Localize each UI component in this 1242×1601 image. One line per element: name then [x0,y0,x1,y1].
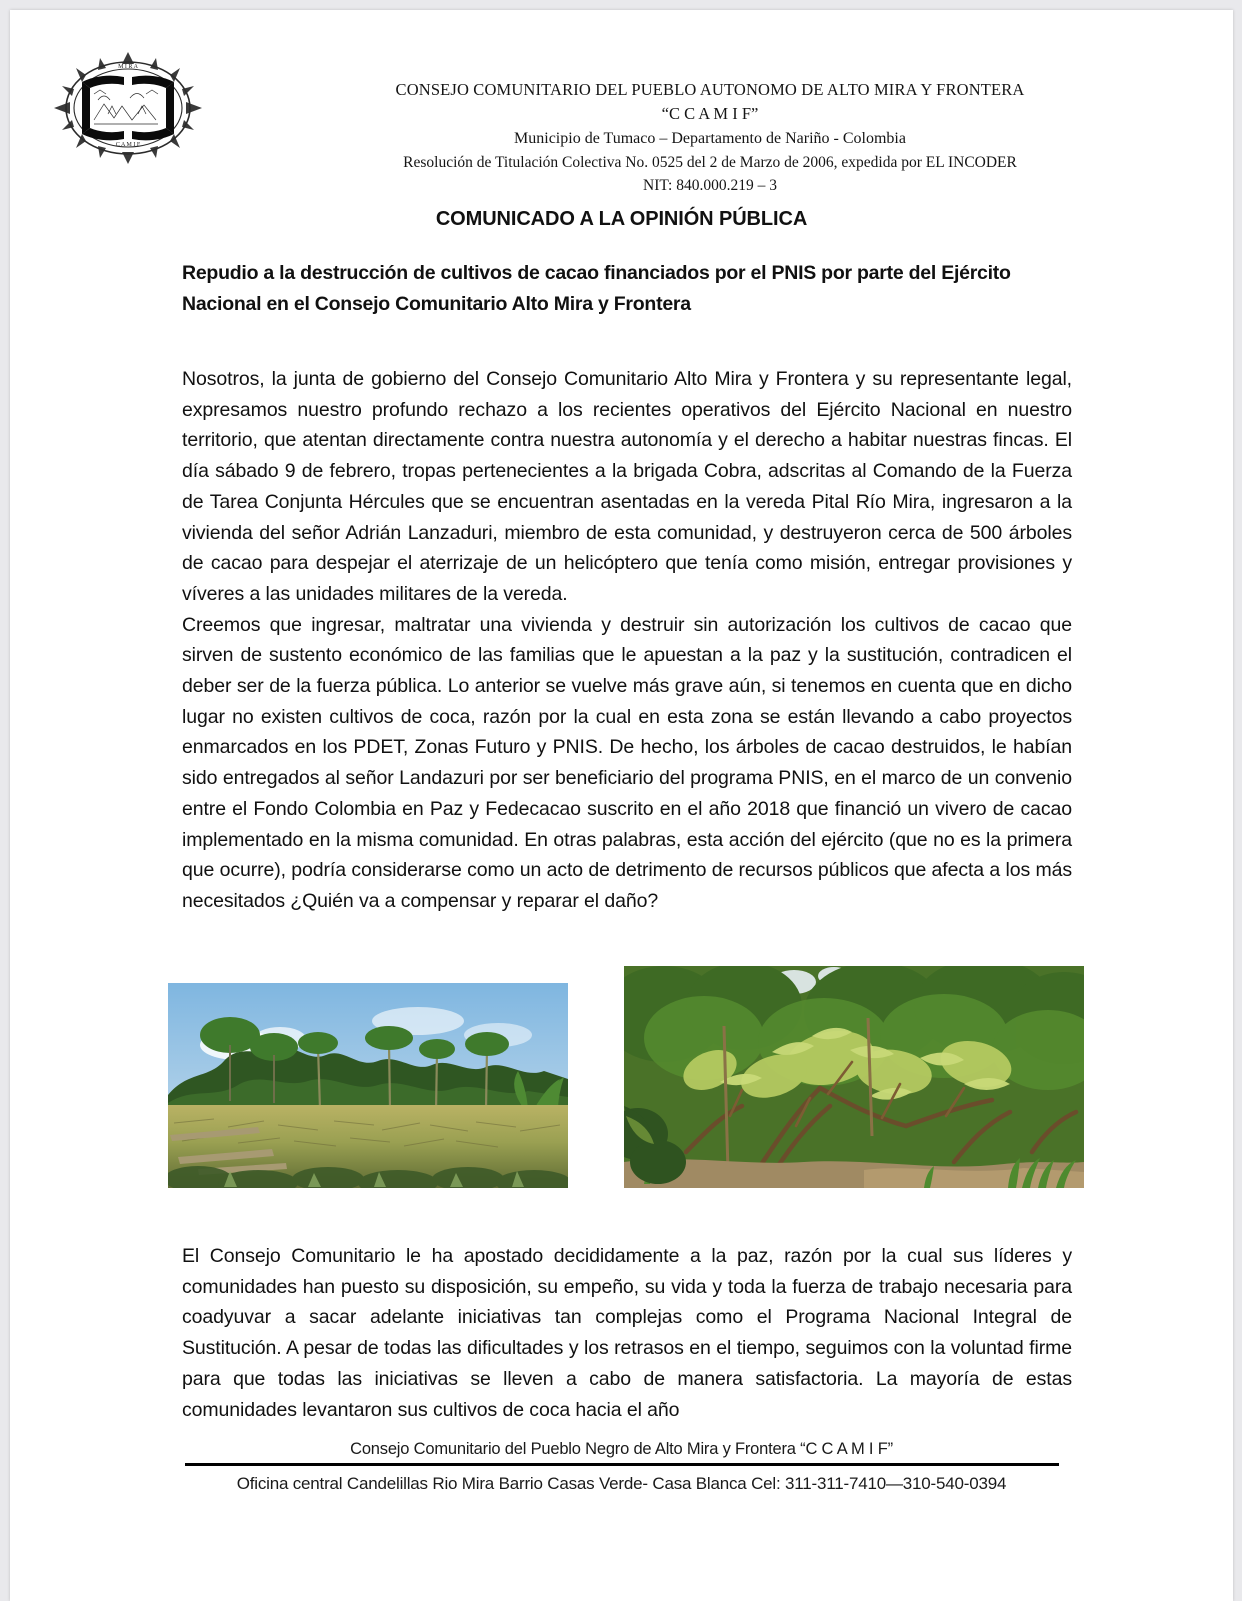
photo-felled-cacao-trees [624,966,1084,1188]
photo-row [182,958,1072,1193]
svg-text:M I R A: M I R A [118,64,138,70]
page-title: COMUNICADO A LA OPINIÓN PÚBLICA [435,208,808,230]
org-name: CONSEJO COMUNITARIO DEL PUEBLO AUTONOMO DE ALTO MIRA Y FRONTERA [395,80,1025,99]
org-acronym: “C C A M I F” [661,104,759,123]
org-resolution: Resolución de Titulación Colectiva No. 0525 del 2 de Marzo de 2006, expedida por EL INCODER [403,154,1017,171]
footer-org-name: Consejo Comunitario del Pueblo Negro de Alto Mira y Frontera “C C A M I F” [350,1440,893,1458]
ccamif-seal-icon [38,42,218,172]
paragraph-3: El Consejo Comunitario le ha apostado decididamente a la paz, razón por la cual sus líderes y comunidades han puesto su disposición, su empeño, su vida y toda la fuerza de trabajo necesaria para coadyuvar a sacar adelante iniciativas tan complejas como el Programa Nacional Integral de Sustitución. A pesar de todas las dificultades y los retrasos en el tiempo, seguimos con la voluntad firme para que todas las iniciativas se lleven a cabo de manera satisfactoria. La mayoría de estas comunidades levantaron sus cultivos de coca hacia el año [182,1245,1072,1421]
document-body-continued [182,1241,1072,1425]
paragraph-1: Nosotros, la junta de gobierno del Consejo Comunitario Alto Mira y Frontera y su representante legal, expresamos nuestro profundo rechazo a los recientes operativos del Ejército Nacional en nuestro territorio, que atentan directamente contra nuestra autonomía y el derecho a habitar nuestras fincas. El día sábado 9 de febrero, tropas pertenecientes a la brigada Cobra, adscritas al Comando de la Fuerza de Tarea Conjunta Hércules que se encuentran asentadas en la vereda Pital Río Mira, ingresaron a la vivienda del señor Adrián Lanzaduri, miembro de esta comunidad, y destruyeron cerca de 500 árboles de cacao para despejar el aterrizaje de un helicóptero que tenía como misión, entregar provisiones y víveres a las unidades militares de la vereda. [182,368,1072,605]
document-page [10,10,1233,1601]
letterhead-text-block [210,78,1210,197]
footer-contact: Oficina central Candelillas Rio Mira Barrio Casas Verde- Casa Blanca Cel: 311-311-7410—310-540-0394 [236,1474,1007,1493]
org-nit: NIT: 840.000.219 – 3 [643,177,777,194]
document-subtitle: Repudio a la destrucción de cultivos de cacao financiados por el PNIS por parte del Ejército Nacional en el Consejo Comunitario Alto Mira y Frontera [182,262,1011,315]
letterhead [10,10,1233,194]
org-location: Municipio de Tumaco – Departamento de Nariño - Colombia [514,130,906,147]
photo-cleared-field [168,983,568,1188]
paragraph-2: Creemos que ingresar, maltratar una vivienda y destruir sin autorización los cultivos de cacao que sirven de sustento económico de las familias que le apuestan a la paz y la sustitución, contradicen el deber ser de la fuerza pública. Lo anterior se vuelve más grave aún, si tenemos en cuenta que en dicho lugar no existen cultivos de coca, razón por la cual en esta zona se están llevando a cabo proyectos enmarcados en los PDET, Zonas Futuro y PNIS. De hecho, los árboles de cacao destruidos, le habían sido entregados al señor Landazuri por ser beneficiario del programa PNIS, en el marco de un convenio entre el Fondo Colombia en Paz y Fedecacao suscrito en el año 2018 que financió un vivero de cacao implementado en la misma comunidad. En otras palabras, esta acción del ejército (que no es la primera que ocurre), podría considerarse como un acto de detrimento de recursos públicos que afecta a los más necesitados ¿Quién va a compensar y reparar el daño? [182,613,1072,912]
svg-text:C A M I F: C A M I F [115,142,141,148]
document-body [182,258,1072,917]
footer [10,1440,1233,1494]
